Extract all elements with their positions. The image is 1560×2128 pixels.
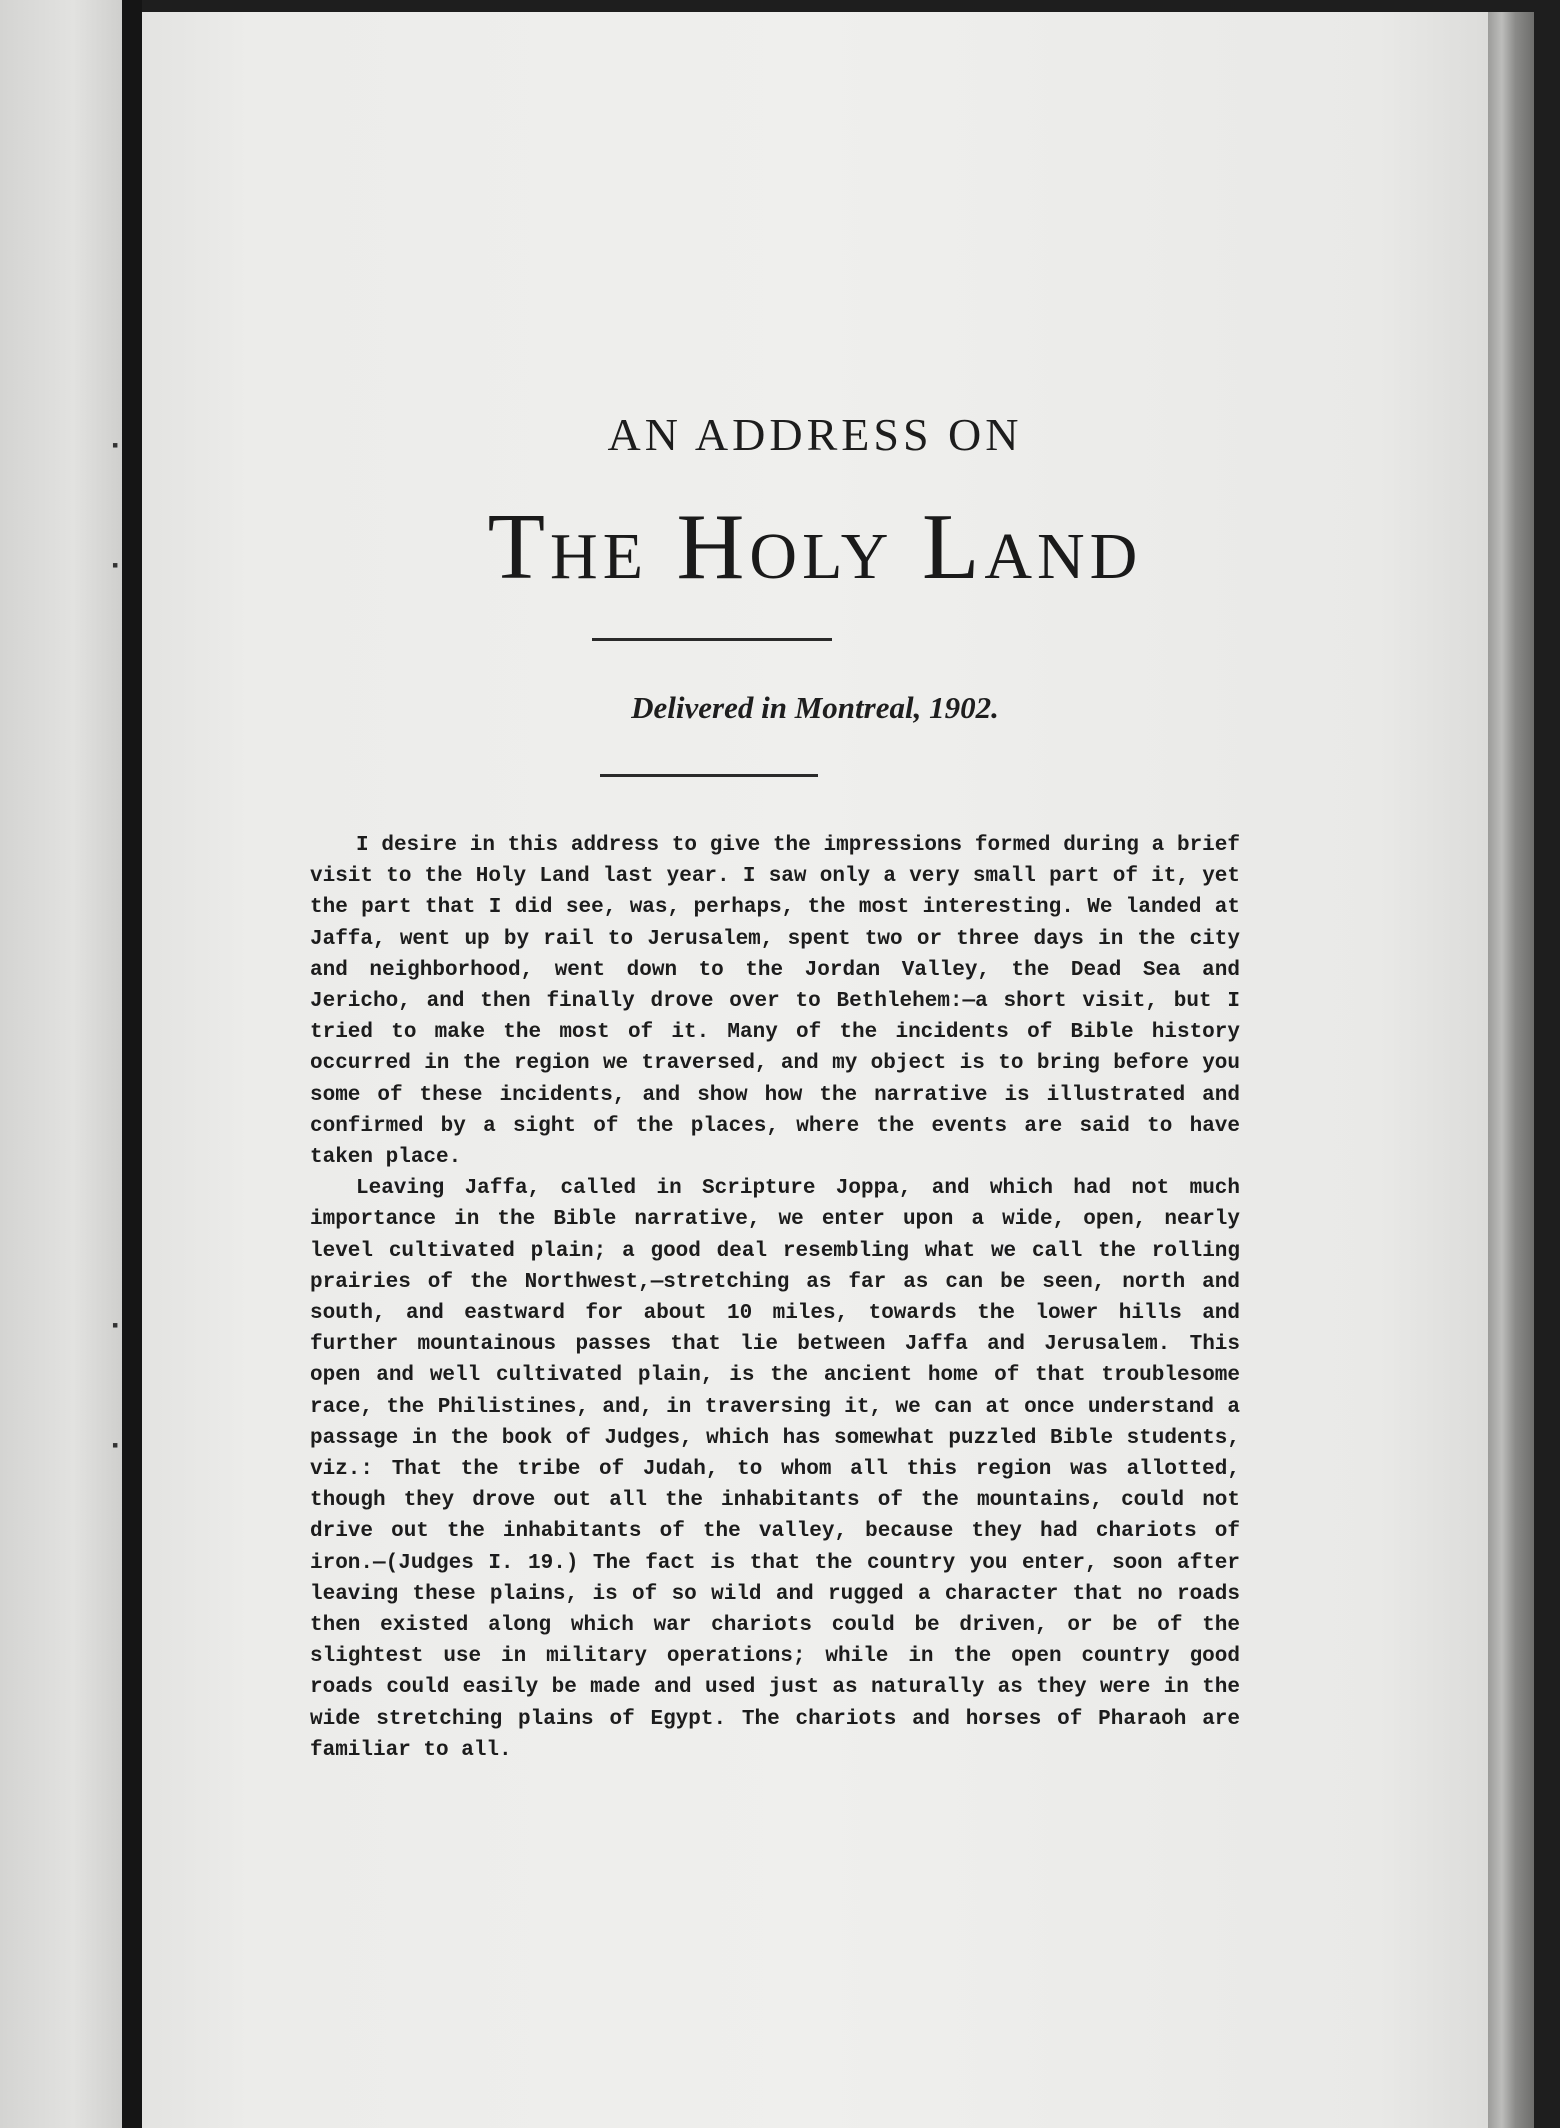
scan-border-top	[142, 0, 1534, 12]
margin-mark: ▪	[112, 555, 119, 575]
paragraph: Leaving Jaffa, called in Scripture Joppa, and which had not much importance in the Bible narrative, we enter upon a wide, open, nearly level cultivated plain; a good deal resembling what we call the rolling prairies of the Northwest,—stretching as far as can be seen, north and south, and eastward for about 10 miles, towards the lower hills and further mountainous passes that lie between Jaffa and Jerusalem. This open and well cultivated plain, is the ancient home of that troublesome race, the Philistines, and, in traversing it, we can at once understand a passage in the book of Judges, which has somewhat puzzled Bible students, viz.: That the tribe of Judah, to whom all this region was allotted, though they drove out all the inhabitants of the mountains, could not drive out the inhabitants of the valley, because they had chariots of iron.—(Judges I. 19.) The fact is that the country you enter, soon after leaving these plains, is of so wild and rugged a character that no roads then existed along which war chariots could be driven, or be of the slightest use in military operations; while in the open country good roads could easily be made and used just as naturally as they were in the wide stretching plains of Egypt. The chariots and horses of Pharaoh are familiar to all.	[310, 1177, 1240, 1762]
page-stack-edge	[1488, 12, 1534, 2128]
margin-mark: ▪	[112, 1435, 119, 1455]
subtitle: Delivered in Montreal, 1902.	[631, 690, 999, 725]
paragraph: I desire in this address to give the impressions formed during a brief visit to the Holy Land last year. I saw only a very small part of it, yet the part that I did see, was, perhaps, the most interesting. We landed at Jaffa, went up by rail to Jerusalem, spent two or three days in the city and neighborhood, went down to the Jordan Valley, the Dead Sea and Jericho, and then finally drove over to Bethlehem:—a short visit, but I tried to make the most of it. Many of the incidents of Bible history occurred in the region we traversed, and my object is to bring before you some of these incidents, and show how the narrative is illustrated and confirmed by a sight of the places, where the events are said to have taken place.	[310, 834, 1240, 1170]
facing-page-edge	[0, 0, 122, 2128]
margin-mark: ▪	[112, 435, 119, 455]
divider-rule	[592, 638, 832, 641]
page-title: The Holy Land	[487, 495, 1143, 599]
title-kicker: AN ADDRESS ON	[607, 409, 1023, 460]
divider-rule	[600, 774, 818, 777]
scan-border-right	[1534, 0, 1560, 2128]
margin-mark: ▪	[112, 1315, 119, 1335]
book-gutter	[122, 0, 142, 2128]
body-text	[310, 830, 1240, 1766]
